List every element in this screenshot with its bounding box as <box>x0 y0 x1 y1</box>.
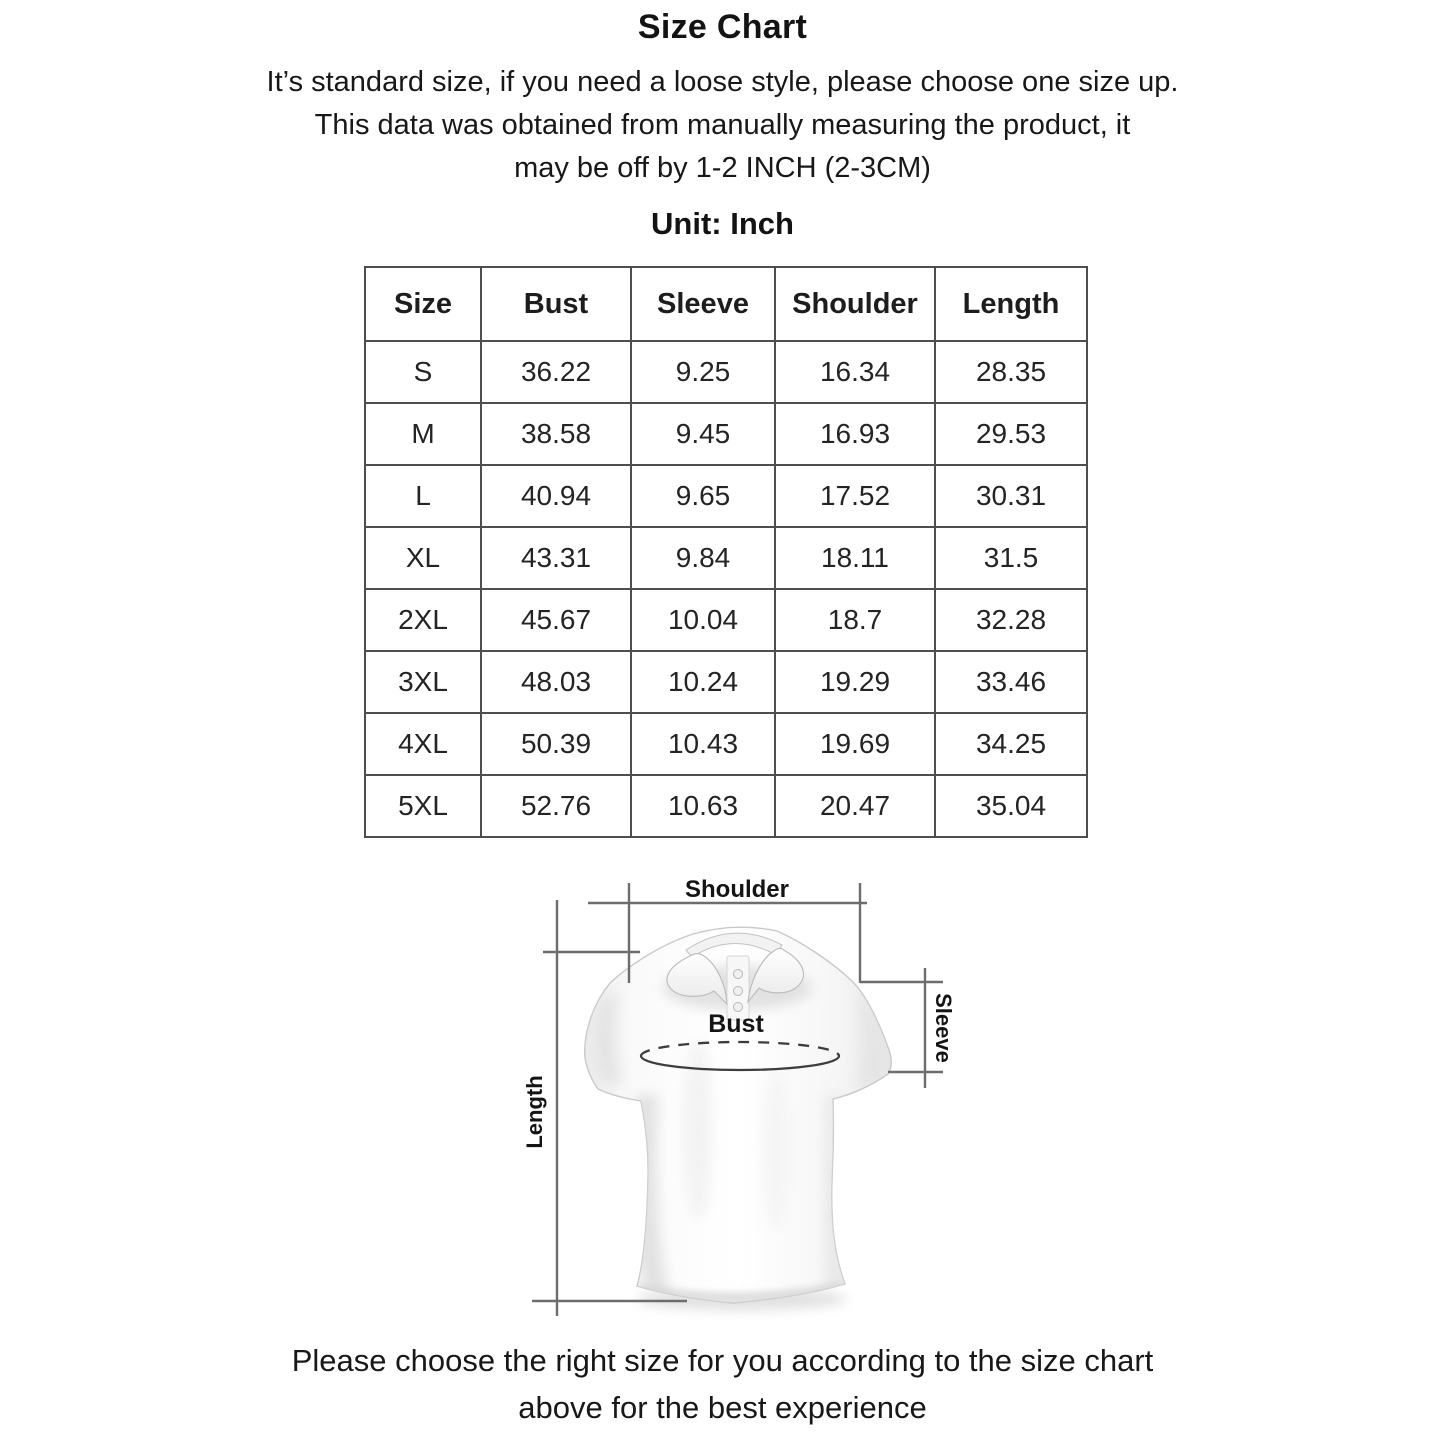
table-cell: 9.25 <box>631 341 775 403</box>
table-cell: 45.67 <box>481 589 631 651</box>
table-row <box>365 589 1087 651</box>
table-cell: 33.46 <box>935 651 1087 713</box>
table-row <box>365 341 1087 403</box>
table-row <box>365 527 1087 589</box>
size-table-header-row <box>365 267 1087 341</box>
button-icon <box>734 970 743 979</box>
table-cell: 17.52 <box>775 465 935 527</box>
polo-shirt-measurement-diagram <box>520 868 970 1328</box>
unit-label: Unit: Inch <box>651 206 794 241</box>
table-cell: 38.58 <box>481 403 631 465</box>
table-cell: 50.39 <box>481 713 631 775</box>
table-cell: 19.69 <box>775 713 935 775</box>
bust-label: Bust <box>708 1010 764 1038</box>
size-table-body <box>365 341 1087 837</box>
table-cell: 5XL <box>365 775 481 837</box>
table-cell: 9.65 <box>631 465 775 527</box>
description-line: may be off by 1-2 INCH (2-3CM) <box>514 152 931 184</box>
column-header: Bust <box>481 267 631 341</box>
table-row <box>365 775 1087 837</box>
column-header: Length <box>935 267 1087 341</box>
table-cell: 3XL <box>365 651 481 713</box>
table-cell: 40.94 <box>481 465 631 527</box>
table-cell: 43.31 <box>481 527 631 589</box>
table-cell: 28.35 <box>935 341 1087 403</box>
table-cell: 18.7 <box>775 589 935 651</box>
column-header: Sleeve <box>631 267 775 341</box>
size-description <box>0 61 1445 190</box>
length-label: Length <box>522 1075 547 1149</box>
table-cell: 31.5 <box>935 527 1087 589</box>
table-cell: 18.11 <box>775 527 935 589</box>
table-cell: L <box>365 465 481 527</box>
table-cell: 2XL <box>365 589 481 651</box>
footer-line: Please choose the right size for you according to the size chart <box>291 1343 1154 1378</box>
column-header: Shoulder <box>775 267 935 341</box>
table-cell: 36.22 <box>481 341 631 403</box>
description-line: This data was obtained from manually measuring the product, it <box>314 109 1131 141</box>
description-line: It’s standard size, if you need a loose style, please choose one size up. <box>266 66 1179 98</box>
table-row <box>365 403 1087 465</box>
table-cell: 20.47 <box>775 775 935 837</box>
table-cell: 9.84 <box>631 527 775 589</box>
table-row <box>365 713 1087 775</box>
column-header: Size <box>365 267 481 341</box>
footer-note <box>0 1337 1445 1431</box>
table-cell: 52.76 <box>481 775 631 837</box>
table-cell: 48.03 <box>481 651 631 713</box>
table-cell: S <box>365 341 481 403</box>
sleeve-label: Sleeve <box>931 993 956 1063</box>
table-cell: 10.24 <box>631 651 775 713</box>
page-title: Size Chart <box>637 8 808 46</box>
table-cell: 10.04 <box>631 589 775 651</box>
table-cell: 34.25 <box>935 713 1087 775</box>
table-cell: XL <box>365 527 481 589</box>
table-cell: 35.04 <box>935 775 1087 837</box>
table-cell: M <box>365 403 481 465</box>
size-table <box>364 266 1088 838</box>
table-row <box>365 465 1087 527</box>
table-cell: 30.31 <box>935 465 1087 527</box>
table-cell: 9.45 <box>631 403 775 465</box>
table-cell: 16.93 <box>775 403 935 465</box>
table-cell: 29.53 <box>935 403 1087 465</box>
table-cell: 16.34 <box>775 341 935 403</box>
table-cell: 10.43 <box>631 713 775 775</box>
shoulder-label: Shoulder <box>684 876 790 903</box>
table-cell: 32.28 <box>935 589 1087 651</box>
button-icon <box>734 987 743 996</box>
table-row <box>365 651 1087 713</box>
table-cell: 4XL <box>365 713 481 775</box>
table-cell: 10.63 <box>631 775 775 837</box>
footer-line: above for the best experience <box>518 1390 927 1425</box>
table-cell: 19.29 <box>775 651 935 713</box>
